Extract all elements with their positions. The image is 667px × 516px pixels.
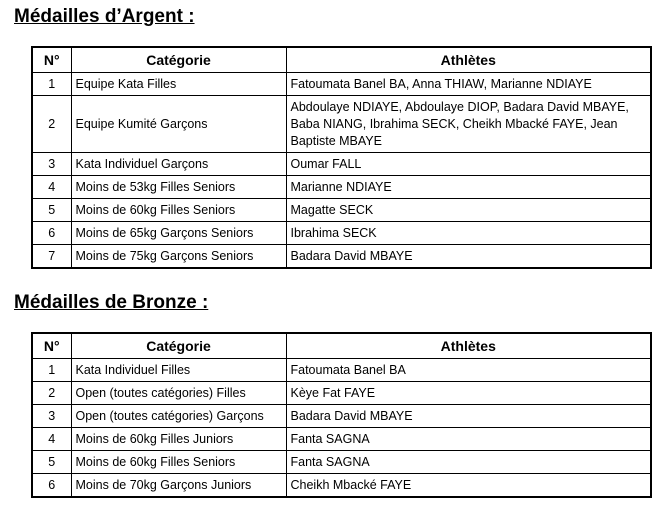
cell-number: 7 [33,245,71,268]
cell-athletes: Badara David MBAYE [286,245,650,268]
table-header-row [33,48,650,73]
cell-number: 2 [33,382,71,405]
cell-category: Equipe Kumité Garçons [71,96,286,153]
silver-medals-table-frame [31,46,652,269]
silver-medals-table [33,48,650,267]
silver-medals-rows [33,73,650,268]
cell-athletes: Abdoulaye NDIAYE, Abdoulaye DIOP, Badara David MBAYE, Baba NIANG, Ibrahima SECK, Cheikh Mbacké FAYE, Jean Baptiste MBAYE [286,96,650,153]
table-row [33,176,650,199]
cell-category: Equipe Kata Filles [71,73,286,96]
table-row [33,451,650,474]
table-row [33,428,650,451]
header-athletes: Athlètes [286,334,650,359]
cell-number: 3 [33,405,71,428]
cell-number: 6 [33,474,71,497]
table-row [33,405,650,428]
cell-number: 6 [33,222,71,245]
table-row [33,222,650,245]
cell-category: Moins de 75kg Garçons Seniors [71,245,286,268]
cell-category: Moins de 70kg Garçons Juniors [71,474,286,497]
cell-athletes: Fanta SAGNA [286,428,650,451]
cell-number: 1 [33,359,71,382]
cell-athletes: Ibrahima SECK [286,222,650,245]
cell-category: Moins de 60kg Filles Seniors [71,451,286,474]
header-category: Catégorie [71,334,286,359]
cell-athletes: Fanta SAGNA [286,451,650,474]
cell-category: Moins de 65kg Garçons Seniors [71,222,286,245]
cell-athletes: Cheikh Mbacké FAYE [286,474,650,497]
bronze-medals-table [33,334,650,496]
bronze-medals-rows [33,359,650,497]
header-category: Catégorie [71,48,286,73]
cell-athletes: Kèye Fat FAYE [286,382,650,405]
table-row [33,73,650,96]
table-row [33,245,650,268]
table-row [33,199,650,222]
table-row [33,474,650,497]
cell-category: Kata Individuel Garçons [71,153,286,176]
cell-category: Moins de 60kg Filles Seniors [71,199,286,222]
cell-number: 5 [33,451,71,474]
cell-number: 4 [33,176,71,199]
cell-category: Kata Individuel Filles [71,359,286,382]
bronze-medals-table-frame [31,332,652,498]
header-athletes: Athlètes [286,48,650,73]
cell-athletes: Fatoumata Banel BA, Anna THIAW, Marianne NDIAYE [286,73,650,96]
cell-number: 2 [33,96,71,153]
cell-category: Moins de 60kg Filles Juniors [71,428,286,451]
silver-medals-title: Médailles d’Argent : [14,6,195,27]
cell-number: 5 [33,199,71,222]
cell-athletes: Magatte SECK [286,199,650,222]
table-row [33,359,650,382]
cell-category: Open (toutes catégories) Garçons [71,405,286,428]
table-row [33,153,650,176]
cell-category: Moins de 53kg Filles Seniors [71,176,286,199]
header-number: N° [33,334,71,359]
cell-athletes: Badara David MBAYE [286,405,650,428]
table-row [33,382,650,405]
cell-number: 1 [33,73,71,96]
cell-category: Open (toutes catégories) Filles [71,382,286,405]
table-header-row [33,334,650,359]
cell-athletes: Marianne NDIAYE [286,176,650,199]
header-number: N° [33,48,71,73]
cell-athletes: Fatoumata Banel BA [286,359,650,382]
cell-number: 4 [33,428,71,451]
table-row [33,96,650,153]
cell-athletes: Oumar FALL [286,153,650,176]
cell-number: 3 [33,153,71,176]
bronze-medals-title: Médailles de Bronze : [14,292,209,313]
